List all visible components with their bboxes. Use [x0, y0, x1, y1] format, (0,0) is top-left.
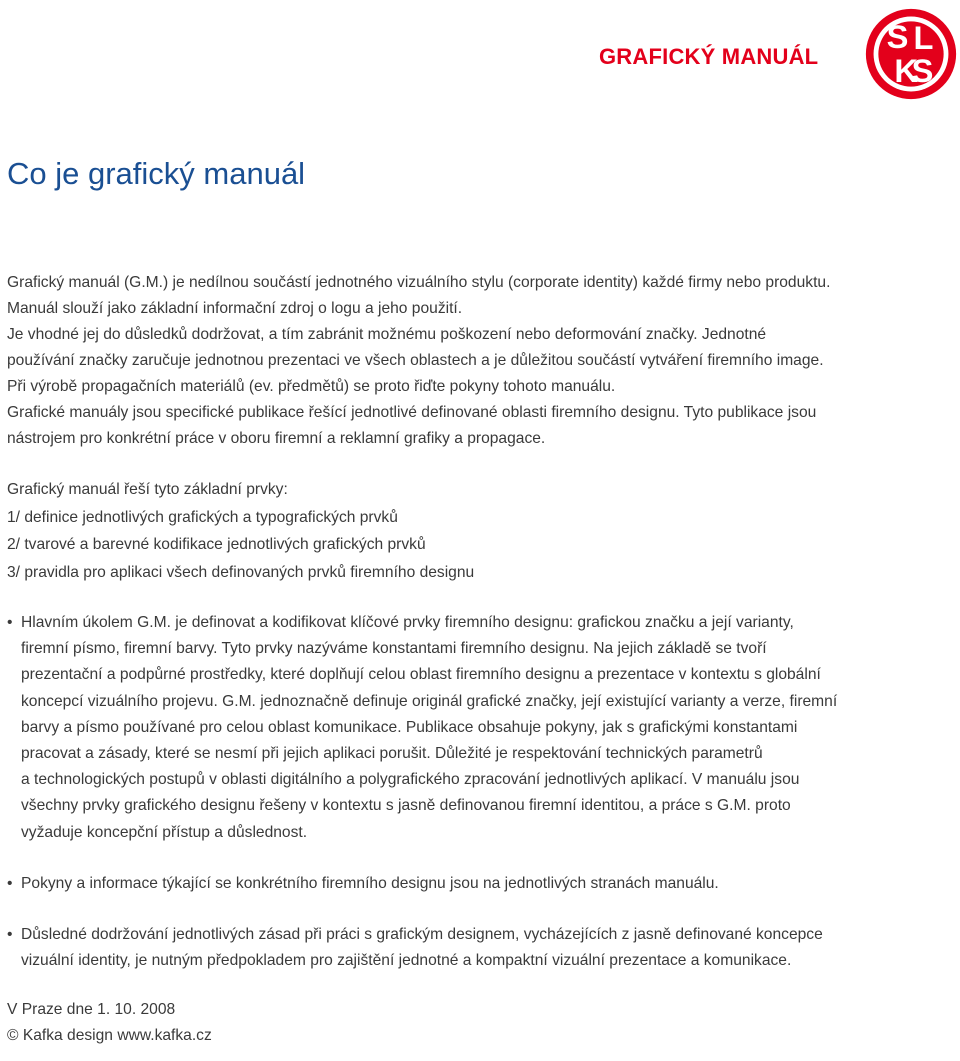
- document-body: [7, 270, 955, 1049]
- paragraph-line: vyžaduje koncepční přístup a důslednost.: [21, 823, 308, 841]
- bullet-main-task: [7, 610, 955, 846]
- paragraph-line: vizuální identity, je nutným předpokladem pro zajištění jednotné a kompaktní vizuální prezentace a komunikace.: [21, 952, 792, 970]
- footer-date: V Praze dne 1. 10. 2008: [7, 1001, 176, 1019]
- intro-line: používání značky zaručuje jednotnou prezentaci ve všech oblastech a je důležitou součástí vytváření firemního image.: [7, 352, 824, 369]
- header-title: GRAFICKÝ MANUÁL: [599, 44, 819, 69]
- page-title: Co je grafický manuál: [7, 156, 306, 191]
- bullet-compliance: [7, 922, 955, 974]
- svg-text:S: S: [911, 51, 934, 89]
- list-item: 3/ pravidla pro aplikaci všech definovaných prvků firemního designu: [7, 563, 475, 581]
- bullet-instructions: [7, 871, 955, 897]
- footer-credit: © Kafka design www.kafka.cz: [7, 1027, 212, 1045]
- paragraph-line: Důsledné dodržování jednotlivých zásad při práci s grafickým designem, vycházejících z jasně definované koncepce: [21, 926, 823, 944]
- paragraph-line: firemní písmo, firemní barvy. Tyto prvky nazýváme konstantami firemního designu. Na jejich základě se tvoří: [21, 640, 767, 658]
- list-item: 2/ tvarové a barevné kodifikace jednotlivých grafických prvků: [7, 536, 426, 553]
- list-item: 1/ definice jednotlivých grafických a typografických prvků: [7, 508, 398, 526]
- intro-line: Je vhodné jej do důsledků dodržovat, a tím zabránit možnému poškození nebo deformování značky. Jednotné: [7, 326, 767, 343]
- intro-line: Při výrobě propagačních materiálů (ev. předmětů) se proto řiďte pokyny tohoto manuálu.: [7, 378, 616, 395]
- footer: [7, 997, 955, 1049]
- intro-line: nástrojem pro konkrétní práce v oboru firemní a reklamní grafiky a propagace.: [7, 430, 546, 447]
- paragraph-line: a technologických postupů v oblasti digitálního a polygrafického zpracování jednotlivých aplikací. V manuálu jsou: [21, 771, 800, 789]
- bullet-icon: •: [7, 614, 13, 631]
- svg-text:L: L: [913, 19, 934, 57]
- intro-line: Grafické manuály jsou specifické publikace řešící jednotlivé definované oblasti firemního designu. Tyto publikace jsou: [7, 404, 817, 421]
- paragraph-line: prezentační a podpůrné prostředky, které doplňují celou oblast firemního designu a prezentace v kontextu s globální: [21, 666, 821, 684]
- company-logo: [863, 6, 959, 102]
- elements-heading: Grafický manuál řeší tyto základní prvky:: [7, 481, 288, 498]
- bullet-icon: •: [7, 874, 13, 892]
- paragraph-line: koncepcí vizuálního projevu. G.M. jednoznačně definuje originál grafické značky, její existující varianty a verze, firemní: [21, 692, 838, 710]
- paragraph-line: barvy a písmo používané pro celou oblast komunikace. Publikace obsahuje pokyny, jak s grafickými konstantami: [21, 718, 798, 736]
- intro-line: Manuál slouží jako základní informační zdroj o logu a jeho použití.: [7, 300, 463, 317]
- elements-list: [7, 476, 955, 586]
- intro-line: Grafický manuál (G.M.) je nedílnou součástí jednotného vizuálního stylu (corporate identity) každé firmy nebo produktu.: [7, 274, 831, 291]
- intro-paragraph: [7, 270, 955, 452]
- paragraph-line: pracovat a zásady, které se nesmí při jejich aplikaci porušit. Důležité je respektování technických parametrů: [21, 745, 763, 763]
- paragraph-line: Hlavním úkolem G.M. je definovat a kodifikovat klíčové prvky firemního designu: grafickou značku a její varianty,: [21, 614, 794, 631]
- paragraph-line: Pokyny a informace týkající se konkrétního firemního designu jsou na jednotlivých stranách manuálu.: [21, 874, 719, 892]
- svg-text:K: K: [894, 51, 918, 89]
- paragraph-line: všechny prvky grafického designu řešeny v kontextu s jasně definovanou firemní identitou, a práce s G.M. proto: [21, 797, 791, 815]
- bullet-icon: •: [7, 926, 13, 944]
- svg-text:S: S: [886, 18, 909, 56]
